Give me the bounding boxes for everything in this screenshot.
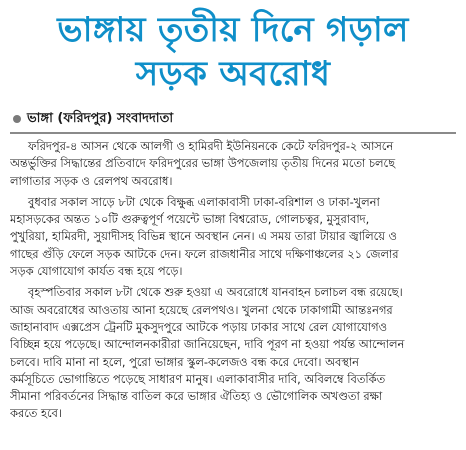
text-line: বুধবার সকাল সাড়ে ৮টা থেকে বিক্ষুব্ধ এলাকাবাসী ঢাকা-বরিশাল ও ঢাকা-খুলনা bbox=[28, 194, 380, 209]
text-line: বিচ্ছিন্ন হয়ে পড়েছে। আন্দোলনকারীরা জানিয়েছেন, দাবি পূরণ না হওয়া পর্যন্ত আন্দোলন bbox=[10, 337, 405, 352]
text-line: করতে হবে। bbox=[10, 406, 62, 421]
paragraph-2 bbox=[10, 194, 456, 280]
text-line: সীমানা পরিবর্তনের সিদ্ধান্ত বাতিল করে ভাঙ্গার ঐতিহ্য ও ভৌগোলিক অখণ্ডতা রক্ষা bbox=[10, 389, 383, 404]
bullet-icon bbox=[13, 115, 21, 123]
headline-line-2: সড়ক অবরোধ bbox=[135, 54, 331, 94]
article-body bbox=[10, 138, 456, 423]
text-line: অন্তর্ভুক্তির সিদ্ধান্তের প্রতিবাদে ফরিদপুরের ভাঙ্গা উপজেলায় তৃতীয় দিনের মতো চলছে bbox=[10, 156, 396, 171]
text-line: পুখুরিয়া, হামিরদী, সুয়াদীসহ বিভিন্ন স্থানে অবস্থান নেন। এ সময় তারা টায়ার জ্বালিয়ে ও bbox=[10, 229, 397, 244]
text-line: মহাসড়কের অন্তত ১০টি গুরুত্বপূর্ণ পয়েন্টে ভাঙ্গা বিশ্বরোড, গোলচত্বর, মুসুরাবাদ, bbox=[10, 212, 370, 227]
byline bbox=[10, 110, 456, 128]
text-line: লাগাতার সড়ক ও রেলপথ অবরোধ। bbox=[10, 173, 173, 188]
text-line: সড়ক যোগাযোগ কার্যত বন্ধ হয়ে পড়ে। bbox=[10, 264, 183, 279]
text-line: গাছের গুঁড়ি ফেলে সড়ক আটকে দেন। ফলে রাজধানীর সাথে দক্ষিণাঞ্চলের ২১ জেলার bbox=[10, 246, 399, 261]
paragraph-1 bbox=[10, 138, 456, 190]
paragraph-3 bbox=[10, 284, 456, 422]
text-line: চলবে। দাবি মানা না হলে, পুরো ভাঙ্গার স্কুল-কলেজও বন্ধ করে দেবো। অবস্থান bbox=[10, 354, 359, 369]
text-line: জাহানাবাদ এক্সপ্রেস ট্রেনটি মুকসুদপুরে আটকে পড়ায় ঢাকার সাথে রেল যোগাযোগও bbox=[10, 319, 387, 334]
text-line: বৃহস্পতিবার সকাল ৮টা থেকে শুরু হওয়া এ অবরোধে যানবাহন চলাচল বন্ধ রয়েছে। bbox=[28, 285, 403, 300]
text-line: ফরিদপুর-৪ আসন থেকে আলগী ও হামিরদী ইউনিয়নকে কেটে ফরিদপুর-২ আসনে bbox=[28, 139, 394, 153]
headline bbox=[10, 0, 456, 96]
headline-line-1: ভাঙ্গায় তৃতীয় দিনে গড়াল bbox=[57, 10, 409, 50]
byline-text: ভাঙ্গা (ফরিদপুর) সংবাদদাতা bbox=[27, 110, 174, 126]
divider bbox=[10, 132, 456, 134]
text-line: কর্মসূচিতে ভোগান্তিতে পড়েছে সাধারণ মানুষ। এলাকাবাসীর দাবি, অবিলম্বে বিতর্কিত bbox=[10, 371, 386, 386]
text-line: আজ অবরোধের আওতায় আনা হয়েছে রেলপথও। খুলনা থেকে ঢাকাগামী আন্তঃনগর bbox=[10, 302, 393, 317]
